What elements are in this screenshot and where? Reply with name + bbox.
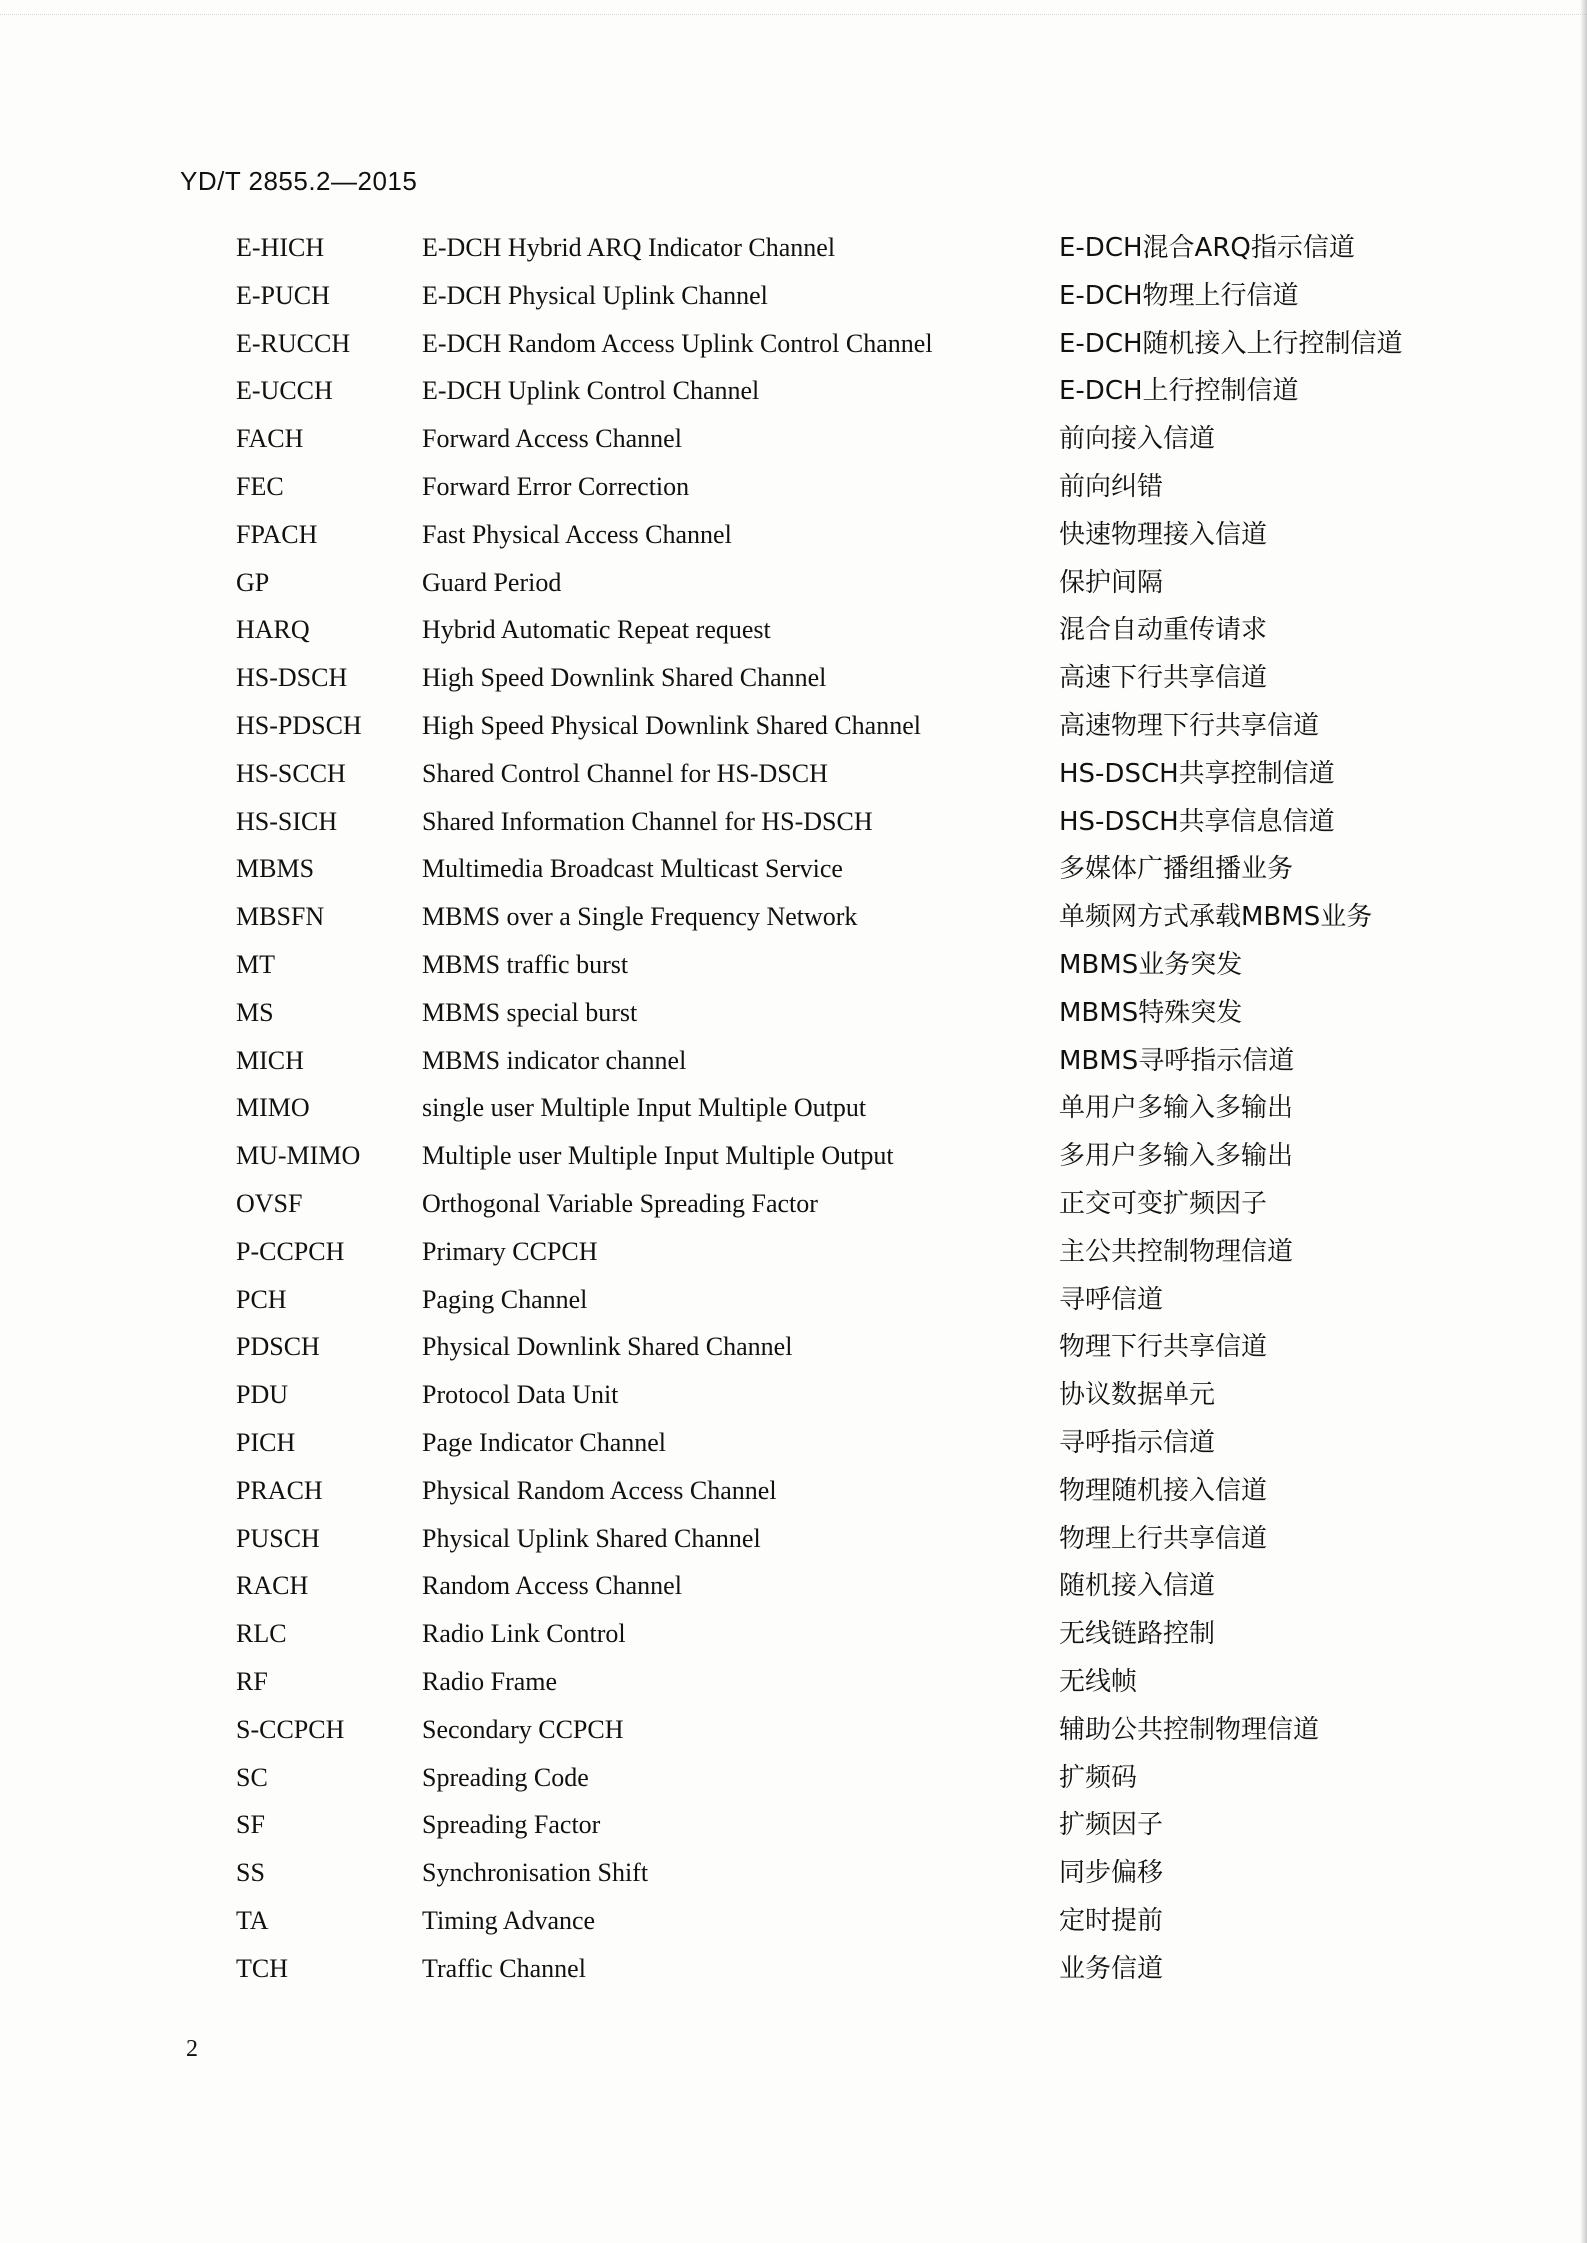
abbreviation-english: Shared Information Channel for HS-DSCH: [422, 806, 873, 836]
abbreviation-term: RF: [236, 1666, 268, 1696]
abbreviation-chinese: 定时提前: [1059, 1905, 1164, 1936]
abbreviation-english: Physical Random Access Channel: [422, 1475, 777, 1505]
abbreviation-row: [236, 559, 1456, 607]
abbreviation-chinese: E-DCH混合ARQ指示信道: [1059, 233, 1355, 263]
abbreviation-chinese: 单用户多输入多输出: [1059, 1093, 1294, 1124]
abbreviation-row: [236, 1467, 1456, 1515]
abbreviation-english: Timing Advance: [422, 1905, 596, 1935]
abbreviation-row: [236, 654, 1456, 702]
abbreviation-list: [236, 224, 1456, 1992]
abbreviation-row: [236, 1515, 1456, 1563]
abbreviation-english: Hybrid Automatic Repeat request: [422, 615, 771, 645]
abbreviation-english: Multiple user Multiple Input Multiple Output: [422, 1141, 894, 1171]
abbreviation-english: E-DCH Physical Uplink Channel: [422, 280, 768, 310]
abbreviation-english: MBMS traffic burst: [422, 949, 629, 979]
abbreviation-row: [236, 1706, 1456, 1754]
page-number: 2: [186, 2036, 198, 2062]
abbreviation-english: Fast Physical Access Channel: [422, 519, 732, 549]
abbreviation-english: Traffic Channel: [422, 1953, 586, 1983]
abbreviation-english: MBMS indicator channel: [422, 1045, 687, 1075]
abbreviation-chinese: 扩频因子: [1059, 1810, 1164, 1841]
abbreviation-chinese: 辅助公共控制物理信道: [1059, 1714, 1320, 1745]
abbreviation-english: Paging Channel: [422, 1284, 588, 1314]
abbreviation-term: P-CCPCH: [236, 1236, 345, 1266]
abbreviation-term: SF: [236, 1810, 265, 1840]
abbreviation-row: [236, 415, 1456, 463]
abbreviation-row: [236, 893, 1456, 941]
abbreviation-chinese: 无线链路控制: [1059, 1619, 1216, 1650]
abbreviation-row: [236, 1132, 1456, 1180]
abbreviation-term: HS-SICH: [236, 806, 338, 836]
abbreviation-chinese: 无线帧: [1059, 1666, 1138, 1697]
abbreviation-row: [236, 463, 1456, 511]
abbreviation-english: Random Access Channel: [422, 1571, 682, 1601]
abbreviation-term: MBSFN: [236, 902, 325, 932]
abbreviation-chinese: 混合自动重传请求: [1059, 615, 1268, 646]
abbreviation-english: Guard Period: [422, 567, 562, 597]
abbreviation-chinese: 协议数据单元: [1059, 1380, 1216, 1411]
abbreviation-row: [236, 320, 1456, 368]
abbreviation-row: [236, 511, 1456, 559]
abbreviation-term: MT: [236, 949, 275, 979]
abbreviation-chinese: E-DCH随机接入上行控制信道: [1059, 328, 1403, 359]
abbreviation-row: [236, 1754, 1456, 1802]
abbreviation-chinese: 主公共控制物理信道: [1059, 1236, 1294, 1267]
abbreviation-term: PDU: [236, 1380, 289, 1410]
abbreviation-row: [236, 1849, 1456, 1897]
abbreviation-row: [236, 702, 1456, 750]
abbreviation-english: Forward Error Correction: [422, 471, 690, 501]
abbreviation-chinese: 物理随机接入信道: [1059, 1475, 1268, 1506]
abbreviation-chinese: 扩频码: [1059, 1762, 1138, 1793]
abbreviation-english: MBMS special burst: [422, 997, 638, 1027]
abbreviation-term: MICH: [236, 1045, 304, 1075]
abbreviation-row: [236, 1658, 1456, 1706]
abbreviation-row: [236, 606, 1456, 654]
abbreviation-row: [236, 989, 1456, 1037]
abbreviation-english: Spreading Code: [422, 1762, 589, 1792]
abbreviation-term: SS: [236, 1858, 265, 1888]
abbreviation-chinese: 单频网方式承载MBMS业务: [1059, 902, 1373, 933]
abbreviation-chinese: E-DCH物理上行信道: [1059, 280, 1299, 311]
abbreviation-term: PICH: [236, 1427, 296, 1457]
abbreviation-term: PCH: [236, 1284, 287, 1314]
scan-edge-top: [0, 0, 1587, 15]
abbreviation-english: Shared Control Channel for HS-DSCH: [422, 758, 828, 788]
abbreviation-row: [236, 1323, 1456, 1371]
abbreviation-term: FPACH: [236, 519, 318, 549]
scan-edge-right: [1581, 0, 1587, 2243]
abbreviation-term: MS: [236, 997, 274, 1027]
abbreviation-term: PDSCH: [236, 1332, 320, 1362]
abbreviation-english: Spreading Factor: [422, 1810, 601, 1840]
abbreviation-english: High Speed Physical Downlink Shared Channel: [422, 710, 921, 740]
abbreviation-term: TCH: [236, 1953, 288, 1983]
abbreviation-term: MU-MIMO: [236, 1141, 361, 1171]
abbreviation-row: [236, 845, 1456, 893]
abbreviation-row: [236, 1562, 1456, 1610]
abbreviation-term: MIMO: [236, 1093, 310, 1123]
abbreviation-english: MBMS over a Single Frequency Network: [422, 902, 858, 932]
abbreviation-english: Physical Uplink Shared Channel: [422, 1523, 761, 1553]
abbreviation-row: [236, 272, 1456, 320]
abbreviation-chinese: MBMS寻呼指示信道: [1059, 1045, 1295, 1076]
abbreviation-english: Protocol Data Unit: [422, 1380, 619, 1410]
abbreviation-row: [236, 750, 1456, 798]
abbreviation-chinese: 物理上行共享信道: [1059, 1523, 1268, 1554]
abbreviation-english: Synchronisation Shift: [422, 1858, 649, 1888]
abbreviation-english: E-DCH Hybrid ARQ Indicator Channel: [422, 233, 836, 262]
abbreviation-row: [236, 1945, 1456, 1993]
standard-code-header: YD/T 2855.2—2015: [180, 166, 418, 196]
abbreviation-term: PRACH: [236, 1475, 323, 1505]
abbreviation-chinese: 高速下行共享信道: [1059, 663, 1268, 694]
abbreviation-chinese: MBMS业务突发: [1059, 949, 1243, 980]
abbreviation-term: HARQ: [236, 615, 310, 645]
abbreviation-english: Radio Frame: [422, 1666, 558, 1696]
abbreviation-term: MBMS: [236, 854, 315, 884]
abbreviation-chinese: 前向纠错: [1059, 471, 1164, 502]
abbreviation-term: E-HICH: [236, 233, 325, 262]
abbreviation-term: RLC: [236, 1619, 287, 1649]
abbreviation-english: Multimedia Broadcast Multicast Service: [422, 854, 843, 884]
abbreviation-chinese: 正交可变扩频因子: [1059, 1188, 1268, 1219]
abbreviation-english: Radio Link Control: [422, 1619, 626, 1649]
abbreviation-term: OVSF: [236, 1188, 303, 1218]
abbreviation-row: [236, 1371, 1456, 1419]
abbreviation-english: High Speed Downlink Shared Channel: [422, 663, 827, 693]
abbreviation-row: [236, 941, 1456, 989]
abbreviation-english: Orthogonal Variable Spreading Factor: [422, 1188, 818, 1218]
abbreviation-row: [236, 1801, 1456, 1849]
abbreviation-row: [236, 1084, 1456, 1132]
abbreviation-term: GP: [236, 567, 270, 597]
abbreviation-chinese: 多用户多输入多输出: [1059, 1141, 1294, 1172]
abbreviation-chinese: 寻呼指示信道: [1059, 1427, 1216, 1458]
abbreviation-term: FEC: [236, 471, 284, 501]
abbreviation-term: HS-SCCH: [236, 758, 346, 788]
abbreviation-row: [236, 1228, 1456, 1276]
abbreviation-chinese: 寻呼信道: [1059, 1284, 1164, 1315]
abbreviation-term: PUSCH: [236, 1523, 320, 1553]
abbreviation-english: Page Indicator Channel: [422, 1427, 667, 1457]
abbreviation-english: E-DCH Random Access Uplink Control Channel: [422, 328, 933, 358]
abbreviation-row: [236, 1897, 1456, 1945]
abbreviation-row: [236, 1276, 1456, 1324]
abbreviation-chinese: 保护间隔: [1059, 567, 1164, 598]
abbreviation-term: E-PUCH: [236, 280, 330, 310]
abbreviation-english: Physical Downlink Shared Channel: [422, 1332, 793, 1362]
abbreviation-term: RACH: [236, 1571, 309, 1601]
abbreviation-term: E-RUCCH: [236, 328, 351, 358]
abbreviation-term: E-UCCH: [236, 376, 333, 406]
abbreviation-english: Forward Access Channel: [422, 424, 682, 454]
abbreviation-row: [236, 224, 1456, 272]
abbreviation-chinese: 随机接入信道: [1059, 1571, 1216, 1602]
abbreviation-chinese: HS-DSCH共享信息信道: [1059, 806, 1335, 837]
abbreviation-english: single user Multiple Input Multiple Output: [422, 1093, 867, 1123]
abbreviation-term: FACH: [236, 424, 304, 454]
abbreviation-english: E-DCH Uplink Control Channel: [422, 376, 760, 406]
abbreviation-term: SC: [236, 1762, 268, 1792]
abbreviation-chinese: 快速物理接入信道: [1059, 519, 1268, 550]
abbreviation-row: [236, 1037, 1456, 1085]
abbreviation-chinese: 高速物理下行共享信道: [1059, 710, 1320, 741]
abbreviation-row: [236, 1419, 1456, 1467]
abbreviation-term: S-CCPCH: [236, 1714, 345, 1744]
abbreviation-term: TA: [236, 1905, 269, 1935]
abbreviation-english: Secondary CCPCH: [422, 1714, 624, 1744]
abbreviation-row: [236, 1180, 1456, 1228]
abbreviation-chinese: 同步偏移: [1059, 1858, 1164, 1889]
abbreviation-english: Primary CCPCH: [422, 1236, 598, 1266]
abbreviation-row: [236, 798, 1456, 846]
abbreviation-term: HS-PDSCH: [236, 710, 362, 740]
abbreviation-chinese: 前向接入信道: [1059, 424, 1216, 455]
abbreviation-chinese: 业务信道: [1059, 1953, 1164, 1984]
abbreviation-row: [236, 1610, 1456, 1658]
abbreviation-chinese: E-DCH上行控制信道: [1059, 376, 1299, 407]
abbreviation-chinese: MBMS特殊突发: [1059, 997, 1243, 1028]
abbreviation-chinese: 物理下行共享信道: [1059, 1332, 1268, 1363]
abbreviation-term: HS-DSCH: [236, 663, 348, 693]
abbreviation-chinese: 多媒体广播组播业务: [1059, 854, 1294, 885]
abbreviation-row: [236, 367, 1456, 415]
abbreviation-chinese: HS-DSCH共享控制信道: [1059, 758, 1335, 789]
